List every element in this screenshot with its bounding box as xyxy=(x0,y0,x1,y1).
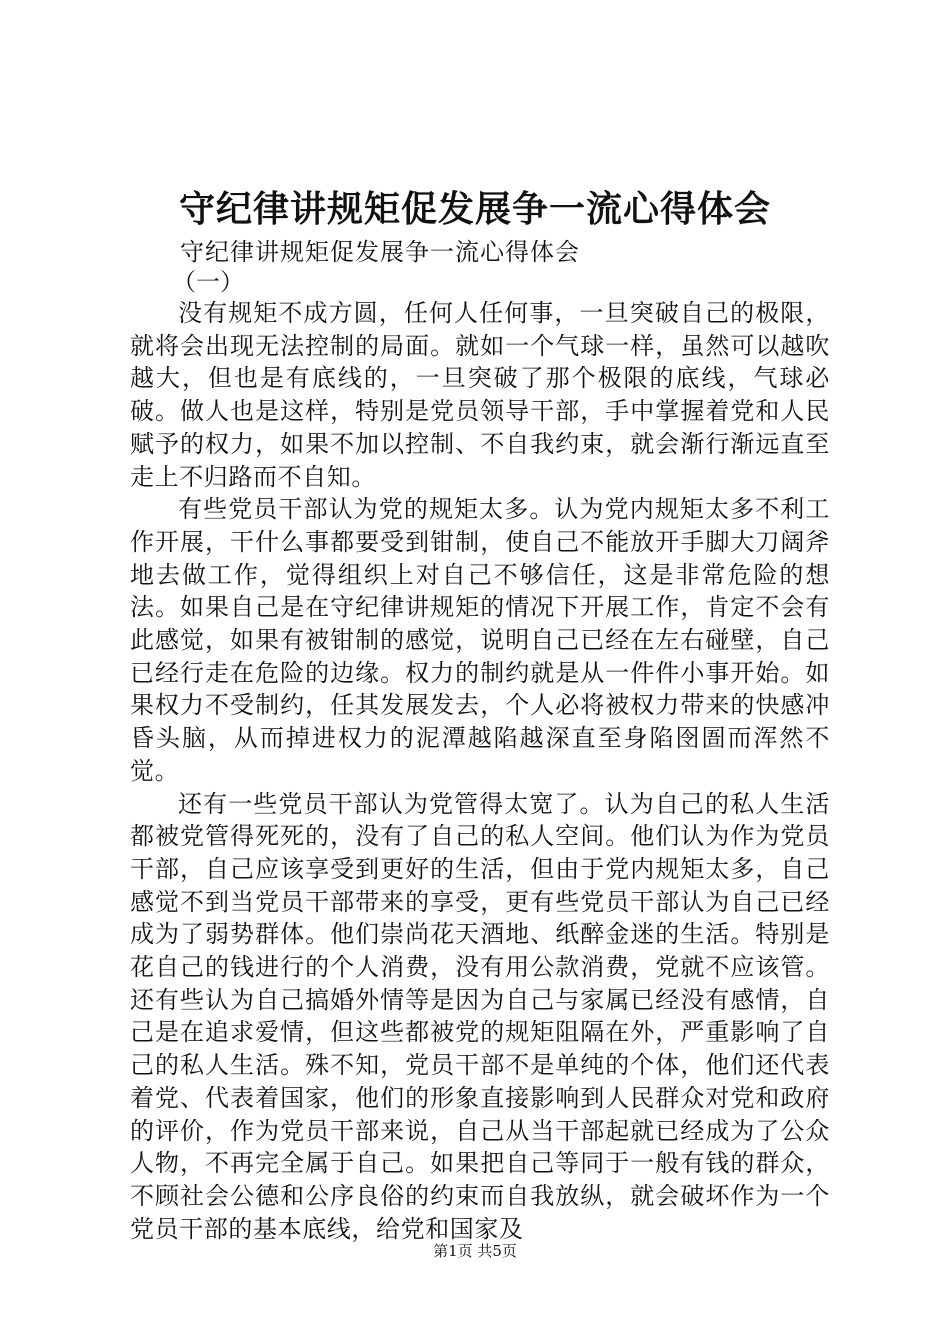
document-title: 守纪律讲规矩促发展争一流心得体会 xyxy=(178,188,771,230)
paragraph-2: 有些党员干部认为党的规矩太多。认为党内规矩太多不利工作开展，干什么事都要受到钳制，使自己不能放开手脚大刀阔斧地去做工作，觉得组织上对自己不够信任，这是非常危险的想法。如果自己是在守纪律讲规矩的情况下开展工作，肯定不会有此感觉，如果有被钳制的感觉，说明自己已经在左右碰壁，自己已经行走在危险的边缘。权力的制约就是从一件件小事开始。如果权力不受制约，任其发展发去，个人必将被权力带来的快感冲昏头脑，从而掉进权力的泥潭越陷越深直至身陷囹圄而浑然不觉。 xyxy=(130,495,830,785)
paragraph-3: 还有一些党员干部认为党管得太宽了。认为自己的私人生活都被党管得死死的，没有了自己的私人空间。他们认为作为党员干部，自己应该享受到更好的生活，但由于党内规矩太多，自己感觉不到当党员干部带来的享受，更有些党员干部认为自己已经成为了弱势群体。他们崇尚花天酒地、纸醉金迷的生活。特别是花自己的钱进行的个人消费，没有用公款消费，党就不应该管。还有些认为自己搞婚外情等是因为自己与家属已经没有感情，自己是在追求爱情，但这些都被党的规矩阻隔在外，严重影响了自己的私人生活。殊不知，党员干部不是单纯的个体，他们还代表着党、代表着国家，他们的形象直接影响到人民群众对党和政府的评价，作为党员干部来说，自己从当干部起就已经成为了公众人物，不再完全属于自己。如果把自己等同于一般有钱的群众，不顾社会公德和公序良俗的约束而自我放纵，就会破坏作为一个党员干部的基本底线，给党和国家及 xyxy=(130,789,830,1243)
document-subtitle: 守纪律讲规矩促发展争一流心得体会 xyxy=(180,238,580,266)
document-body xyxy=(130,297,830,1245)
section-number: （一） xyxy=(172,268,244,296)
paragraph-1: 没有规矩不成方圆，任何人任何事，一旦突破自己的极限，就将会出现无法控制的局面。就如一个气球一样，虽然可以越吹越大，但也是有底线的，一旦突破了那个极限的底线，气球必破。做人也是这样，特别是党员领导干部，手中掌握着党和人民赋予的权力，如果不加以控制、不自我约束，就会渐行渐远直至走上不归路而不自知。 xyxy=(130,299,830,491)
page-footer: 第1页 共5页 xyxy=(433,1242,517,1260)
